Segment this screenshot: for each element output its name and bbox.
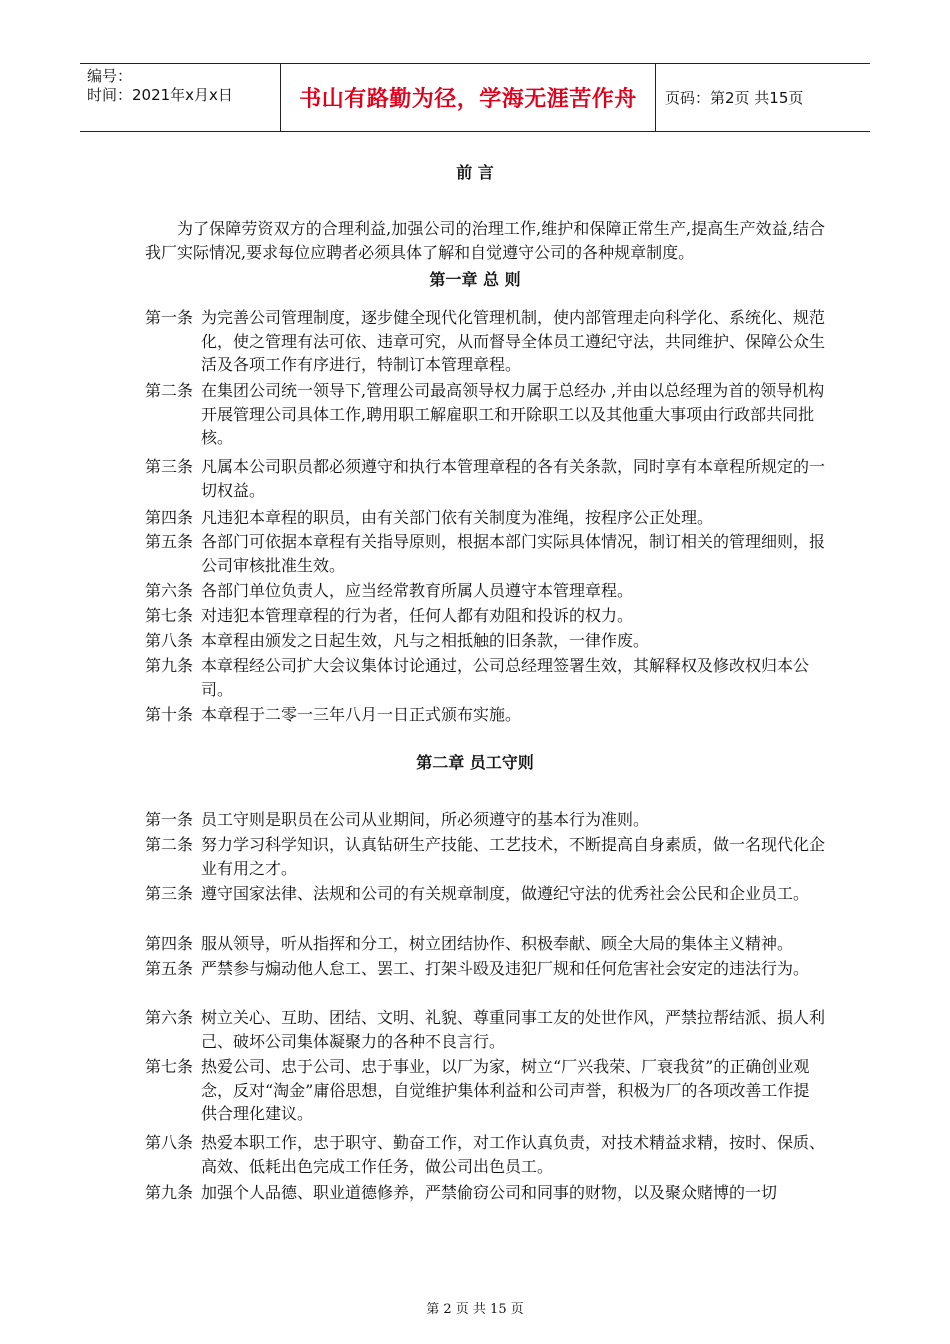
chapter2-article — [145, 1131, 825, 1178]
article-text: 加强个人品德、职业道德修养，严禁偷窃公司和同事的财物，以及聚众赌博的一切 — [201, 1183, 778, 1202]
article-label: 第六条 — [145, 1008, 194, 1027]
article-label: 第二条 — [145, 835, 194, 854]
article-label: 第七条 — [145, 1057, 194, 1076]
header-page-info: 页码：第2页 共15页 — [665, 89, 804, 107]
time-label: 时间：2021年x月x日 — [87, 86, 233, 104]
chapter2-article — [145, 1055, 825, 1126]
article-label: 第五条 — [145, 532, 194, 551]
article-label: 第十条 — [145, 705, 194, 724]
chapter2-title: 第二章 员工守则 — [416, 753, 534, 772]
article-text: 树立关心、互助、团结、文明、礼貌、尊重同事工友的处世作风，严禁拉帮结派、损人利己、破坏公司集体凝聚力的各种不良言行。 — [201, 1008, 826, 1051]
page-header — [80, 63, 870, 132]
chapter2-article — [145, 932, 825, 956]
chapter1-article — [145, 629, 825, 653]
number-label: 编号： — [87, 67, 133, 85]
chapter1-article — [145, 379, 825, 450]
article-label: 第四条 — [145, 934, 194, 953]
article-label: 第三条 — [145, 884, 194, 903]
article-text: 凡属本公司职员都必须遵守和执行本管理章程的各有关条款，同时享有本章程所规定的一切权益。 — [201, 457, 826, 500]
article-text: 员工守则是职员在公司从业期间，所必须遵守的基本行为准则。 — [201, 810, 650, 829]
article-text: 各部门单位负责人，应当经常教育所属人员遵守本管理章程。 — [201, 581, 634, 600]
article-label: 第四条 — [145, 508, 194, 527]
chapter1-article — [145, 604, 825, 628]
chapter2-article — [145, 882, 825, 906]
article-text: 各部门可依据本章程有关指导原则，根据本部门实际具体情况，制订相关的管理细则，报公司审核批准生效。 — [201, 532, 826, 575]
article-text: 遵守国家法律、法规和公司的有关规章制度，做遵纪守法的优秀社会公民和企业员工。 — [201, 884, 810, 903]
article-label: 第三条 — [145, 457, 194, 476]
chapter1-article — [145, 506, 825, 530]
article-label: 第一条 — [145, 810, 194, 829]
page-footer: 第 2 页 共 15 页 — [426, 1302, 524, 1317]
article-text: 对违犯本管理章程的行为者，任何人都有劝阻和投诉的权力。 — [201, 606, 634, 625]
article-text: 严禁参与煽动他人怠工、罢工、打架斗殴及违犯厂规和任何危害社会安定的违法行为。 — [201, 959, 810, 978]
chapter1-title: 第一章 总 则 — [429, 270, 521, 289]
article-text: 在集团公司统一领导下,管理公司最高领导权力属于总经办 ,并由以总经理为首的领导机构开展管理公司具体工作,聘用职工解雇职工和开除职工以及其他重大事项由行政部共同批核。 — [201, 381, 825, 447]
chapter2-article — [145, 957, 825, 981]
article-label: 第一条 — [145, 308, 194, 327]
article-label: 第九条 — [145, 656, 194, 675]
article-label: 第七条 — [145, 606, 194, 625]
chapter1-article — [145, 455, 825, 502]
article-text: 凡违犯本章程的职员，由有关部门依有关制度为准绳，按程序公正处理。 — [201, 508, 714, 527]
chapter2-article — [145, 1006, 825, 1053]
article-text: 努力学习科学知识，认真钻研生产技能、工艺技术，不断提高自身素质，做一名现代化企业有用之才。 — [201, 835, 826, 878]
header-meta — [80, 64, 281, 131]
chapter1-article — [145, 654, 825, 701]
chapter1-article — [145, 703, 825, 727]
article-text: 热爱公司、忠于公司、忠于事业，以厂为家，树立“厂兴我荣、厂衰我贫”的正确创业观念，反对“淘金”庸俗思想，自觉维护集体利益和公司声誉，积极为厂的各项改善工作提供合理化建议。 — [201, 1057, 810, 1123]
preface-text: 为了保障劳资双方的合理利益,加强公司的治理工作,维护和保障正常生产,提高生产效益,结合我厂实际情况,要求每位应聘者必须具体了解和自觉遵守公司的各种规章制度。 — [145, 219, 825, 262]
preface-title: 前 言 — [456, 163, 494, 182]
chapter1-article — [145, 530, 825, 577]
article-label: 第九条 — [145, 1183, 194, 1202]
article-text: 本章程于二零一三年八月一日正式颁布实施。 — [201, 705, 522, 724]
article-text: 服从领导，听从指挥和分工，树立团结协作、积极奉献、顾全大局的集体主义精神。 — [201, 934, 794, 953]
chapter2-article — [145, 833, 825, 880]
article-label: 第二条 — [145, 381, 194, 400]
header-motto: 书山有路勤为径，学海无涯苦作舟 — [281, 64, 656, 131]
article-label: 第五条 — [145, 959, 194, 978]
article-label: 第六条 — [145, 581, 194, 600]
article-text: 本章程经公司扩大会议集体讨论通过，公司总经理签署生效，其解释权及修改权归本公司。 — [201, 656, 810, 699]
chapter2-article — [145, 1181, 825, 1205]
article-text: 为完善公司管理制度，逐步健全现代化管理机制，使内部管理走向科学化、系统化、规范化，使之管理有法可依、违章可究，从而督导全体员工遵纪守法，共同维护、保障公众生活及各项工作有序进行，特制订本管理章程。 — [201, 308, 826, 374]
chapter1-article — [145, 579, 825, 603]
article-text: 热爱本职工作，忠于职守、勤奋工作，对工作认真负责，对技术精益求精，按时、保质、高效、低耗出色完成工作任务，做公司出色员工。 — [201, 1133, 826, 1176]
chapter2-article — [145, 808, 825, 832]
chapter1-article — [145, 306, 825, 377]
article-text: 本章程由颁发之日起生效，凡与之相抵触的旧条款，一律作废。 — [201, 631, 650, 650]
article-label: 第八条 — [145, 1133, 194, 1152]
article-label: 第八条 — [145, 631, 194, 650]
